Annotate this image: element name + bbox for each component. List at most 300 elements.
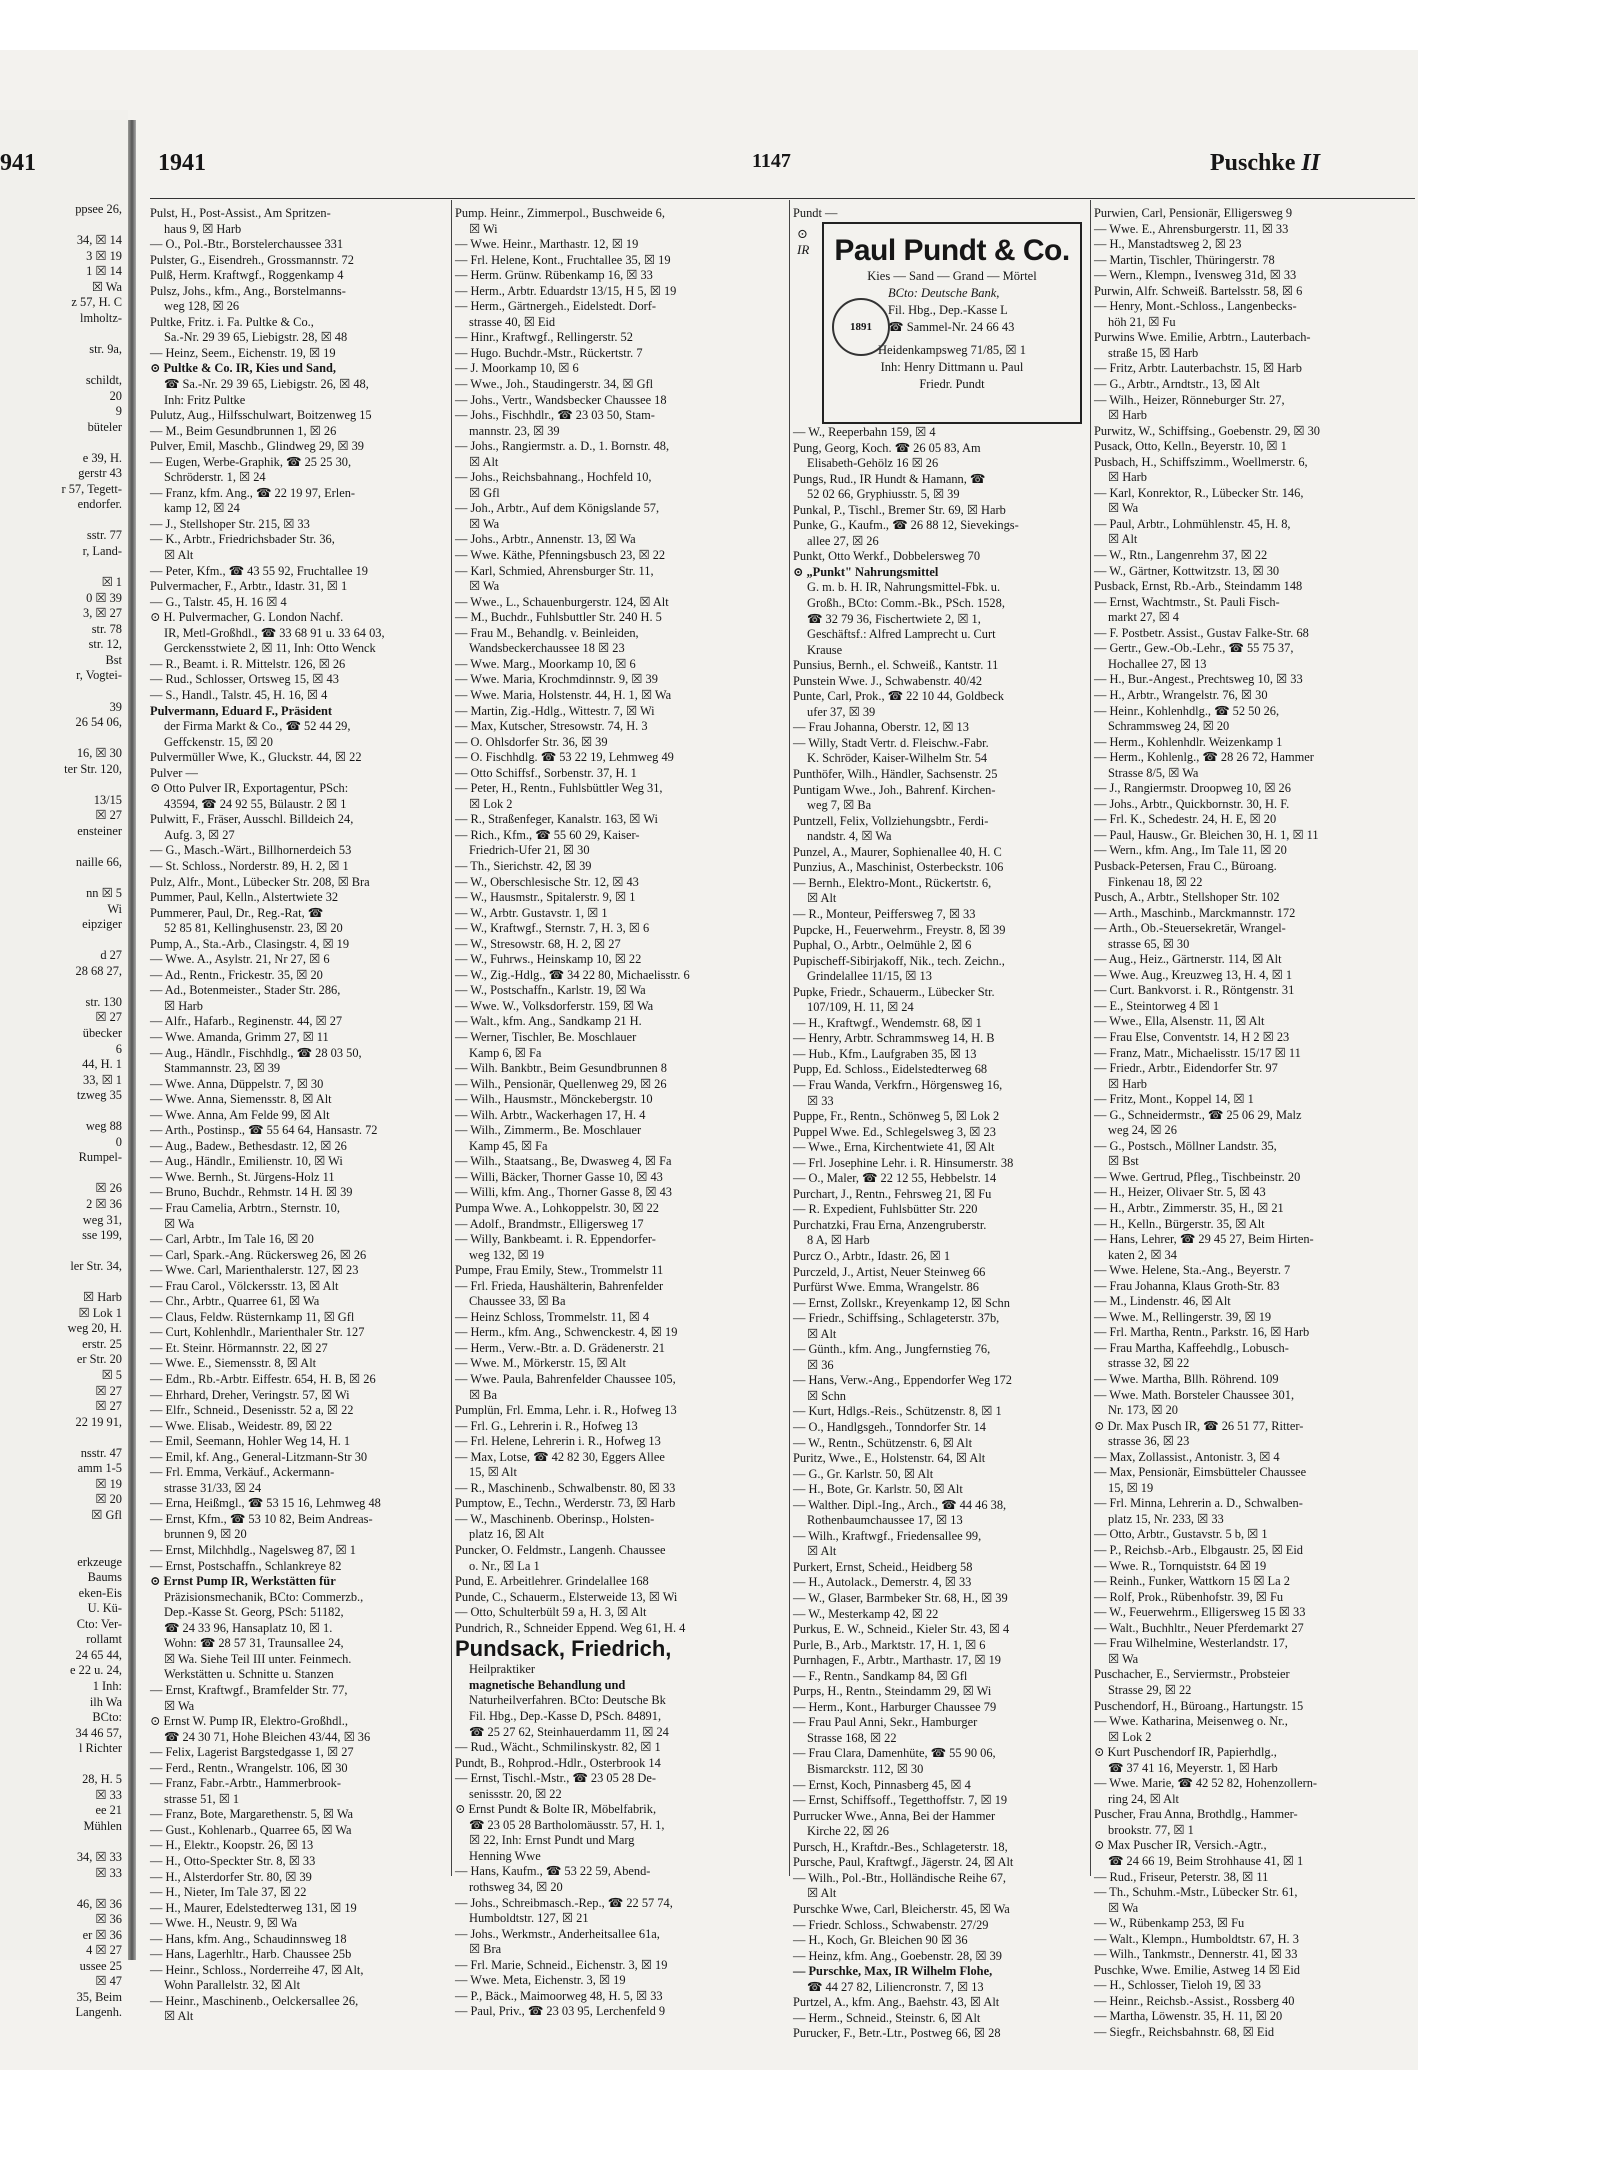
directory-entry: — Hans, Verw.-Ang., Eppendorfer Weg 172 bbox=[793, 1373, 1012, 1388]
directory-entry: Sa.-Nr. 29 39 65, Liebigstr. 28, ☒ 48 bbox=[164, 330, 348, 345]
left-page-line: ☒ 5 bbox=[101, 1368, 122, 1383]
directory-entry: ☒ Wa bbox=[1108, 501, 1139, 516]
left-page-line: 22 19 91, bbox=[75, 1414, 122, 1429]
directory-entry: — Edm., Rb.-Arbtr. Eiffestr. 654, H. B, ☒ 26 bbox=[150, 1372, 376, 1387]
directory-entry: Humboldtstr. 127, ☒ 21 bbox=[469, 1911, 589, 1926]
paul-pundt-advertisement bbox=[822, 222, 1082, 424]
left-page-line: nsstr. 47 bbox=[80, 1445, 122, 1460]
directory-entry: — Wwe. Math. Borsteler Chaussee 301, bbox=[1094, 1387, 1295, 1402]
directory-entry: — Henry, Mont.-Schloss., Langenbecks- bbox=[1094, 299, 1297, 314]
directory-entry: — Johs., Arbtr., Quickbornstr. 30, H. F. bbox=[1094, 796, 1290, 811]
directory-entry: — W., Fuhrws., Heinskamp 10, ☒ 22 bbox=[455, 952, 642, 967]
directory-entry: — Emil, kf. Ang., General-Litzmann-Str 30 bbox=[150, 1449, 368, 1464]
directory-entry: — S., Handl., Talstr. 45, H. 16, ☒ 4 bbox=[150, 687, 328, 702]
directory-entry: ring 24, ☒ Alt bbox=[1108, 1791, 1179, 1806]
directory-entry: — Johs., Vertr., Wandsbecker Chaussee 18 bbox=[455, 392, 667, 407]
directory-entry: Pundsack, Friedrich, bbox=[455, 1636, 672, 1662]
directory-entry: — Friedr., Schiffsing., Schlageterstr. 37b, bbox=[793, 1311, 1000, 1326]
directory-entry: — G., Postsch., Möllner Landstr. 35, bbox=[1094, 1138, 1277, 1153]
directory-entry: — Wwe. E., Siemensstr. 8, ☒ Alt bbox=[150, 1356, 317, 1371]
directory-entry: — Frl. Martha, Rentn., Parkstr. 16, ☒ Harb bbox=[1094, 1325, 1310, 1340]
directory-entry: Puscher, Frau Anna, Brothdlg., Hammer- bbox=[1094, 1807, 1298, 1822]
directory-entry: — Joh., Arbtr., Auf dem Königslande 57, bbox=[455, 501, 660, 516]
directory-entry: ☎ 24 66 19, Beim Strohhause 41, ☒ 1 bbox=[1108, 1853, 1304, 1868]
left-page-line: ussee 25 bbox=[79, 1958, 122, 1973]
left-page-line: str. 9a, bbox=[89, 341, 122, 356]
left-page-line: ☒ 47 bbox=[95, 1974, 122, 1989]
directory-entry: — Frl. Frieda, Haushälterin, Bahrenfelder bbox=[455, 1278, 664, 1293]
directory-entry: — Wwe. Käthe, Pfenningsbusch 23, ☒ 22 bbox=[455, 548, 666, 563]
directory-entry: — Wwe. Gertrud, Pfleg., Tischbeinstr. 20 bbox=[1094, 1169, 1301, 1184]
directory-entry: — Paul, Hausw., Gr. Bleichen 30, H. 1, ☒ 11 bbox=[1094, 827, 1319, 842]
directory-entry: weg 7, ☒ Ba bbox=[807, 798, 872, 813]
directory-entry: — Herm., Schneid., Steinstr. 6, ☒ Alt bbox=[793, 2010, 981, 2025]
directory-entry: — Heinr., Maschinenb., Oelckersallee 26, bbox=[150, 1993, 359, 2008]
left-page-line: 3 ☒ 19 bbox=[86, 248, 122, 263]
directory-entry: kamp 12, ☒ 24 bbox=[164, 501, 240, 516]
directory-entry: Purwitz, W., Schiffsing., Goebenstr. 29, ☒ 30 bbox=[1094, 423, 1320, 438]
directory-entry: — Johs., Reichsbahnang., Hochfeld 10, bbox=[455, 470, 652, 485]
right-margin bbox=[1418, 50, 1600, 2070]
left-page-line bbox=[6, 777, 122, 793]
directory-entry: — H., Kelln., Bürgerstr. 35, ☒ Alt bbox=[1094, 1216, 1265, 1231]
directory-entry: Purczeld, J., Artist, Neuer Steinweg 66 bbox=[793, 1264, 986, 1279]
left-page-line: ☒ 20 bbox=[95, 1492, 122, 1507]
directory-entry: — H., Schlosser, Tieloh 19, ☒ 33 bbox=[1094, 1978, 1261, 1993]
directory-entry: — W., Oberschlesische Str. 12, ☒ 43 bbox=[455, 874, 639, 889]
directory-entry: — Carl, Arbtr., Im Tale 16, ☒ 20 bbox=[150, 1232, 314, 1247]
directory-entry: — W., Postschaffn., Karlstr. 19, ☒ Wa bbox=[455, 983, 646, 998]
directory-entry: Bismarckstr. 112, ☒ 30 bbox=[807, 1762, 924, 1777]
directory-entry: — H., Maurer, Edelstedterweg 131, ☒ 19 bbox=[150, 1900, 357, 1915]
directory-entry: — R., Monteur, Peiffersweg 7, ☒ 33 bbox=[793, 906, 976, 921]
left-page-line: ter Str. 120, bbox=[64, 761, 122, 776]
directory-entry: — Franz, kfm. Ang., ☎ 22 19 97, Erlen- bbox=[150, 485, 356, 500]
left-page-line: ensteiner bbox=[77, 823, 122, 838]
directory-entry: ⊙ Max Puscher IR, Versich.-Agtr., bbox=[1094, 1838, 1267, 1853]
left-page-lines bbox=[6, 202, 122, 2021]
directory-entry: ☎ 44 27 82, Liliencronstr. 7, ☒ 13 bbox=[807, 1979, 984, 1994]
directory-entry: — Wwe., Erna, Kirchentwiete 41, ☒ Alt bbox=[793, 1140, 995, 1155]
directory-entry: katen 2, ☒ 34 bbox=[1108, 1247, 1177, 1262]
directory-entry: — G., Schneidermstr., ☎ 25 06 29, Malz bbox=[1094, 1107, 1302, 1122]
directory-entry: — W., Gärtner, Kottwitzstr. 13, ☒ 30 bbox=[1094, 563, 1280, 578]
directory-entry: Puppe, Fr., Rentn., Schönweg 5, ☒ Lok 2 bbox=[793, 1109, 1000, 1124]
left-page-line: weg 31, bbox=[82, 1212, 122, 1227]
directory-entry: Purrucker Wwe., Anna, Bei der Hammer bbox=[793, 1808, 996, 1823]
directory-entry: — W., Reeperbahn 159, ☒ 4 bbox=[793, 425, 936, 439]
directory-entry: — Wilh. Bankbtr., Beim Gesundbrunnen 8 bbox=[455, 1061, 667, 1076]
directory-entry: strasse 32, ☒ 22 bbox=[1108, 1356, 1190, 1371]
directory-entry: Geschäftsf.: Alfred Lamprecht u. Curt bbox=[807, 627, 996, 642]
left-page-line: 39 bbox=[109, 699, 122, 714]
directory-entry: weg 24, ☒ 26 bbox=[1108, 1123, 1177, 1138]
directory-entry: — Wwe. Heinr., Marthastr. 12, ☒ 19 bbox=[455, 237, 639, 252]
directory-entry: — Willi, Bäcker, Thorner Gasse 10, ☒ 43 bbox=[455, 1169, 663, 1184]
left-page-line: sse 199, bbox=[82, 1228, 122, 1243]
directory-entry: — Ernst, Milchhdlg., Nagelsweg 87, ☒ 1 bbox=[150, 1543, 356, 1558]
directory-entry: — Otto, Arbtr., Gustavstr. 5 b, ☒ 1 bbox=[1094, 1527, 1268, 1542]
directory-entry: Punkt, Otto Werkf., Dobbelersweg 70 bbox=[793, 549, 981, 564]
directory-entry: — W., Glaser, Barmbeker Str. 68, H., ☒ 39 bbox=[793, 1591, 1008, 1606]
left-page-line: weg 88 bbox=[85, 1119, 122, 1134]
directory-entry: — Heinz, Seem., Eichenstr. 19, ☒ 19 bbox=[150, 345, 336, 360]
directory-entry: — Heinr., Schloss., Norderreihe 47, ☒ Alt, bbox=[150, 1962, 364, 1977]
left-page-line: weg 20, H. bbox=[67, 1321, 122, 1336]
directory-entry: — Franz, Bote, Margarethenstr. 5, ☒ Wa bbox=[150, 1807, 354, 1822]
directory-entry: — Frau Paul Anni, Sekr., Hamburger bbox=[793, 1715, 978, 1730]
left-page-line: 0 ☒ 39 bbox=[86, 590, 122, 605]
directory-entry: — H., Autolack., Demerstr. 4, ☒ 33 bbox=[793, 1575, 972, 1590]
directory-entry: — Wilh., Kraftwgf., Friedensallee 99, bbox=[793, 1528, 982, 1543]
directory-entry: — Friedr., Arbtr., Eidendorfer Str. 97 bbox=[1094, 1061, 1278, 1076]
directory-entry: — Walt., Buchhltr., Neuer Pferdemarkt 27 bbox=[1094, 1620, 1304, 1635]
directory-entry: Purschke Wwe, Carl, Bleicherstr. 45, ☒ Wa bbox=[793, 1901, 1010, 1916]
left-page-line: U. Kü- bbox=[87, 1601, 122, 1616]
directory-entry: — Erna, Heißmgl., ☎ 53 15 16, Lehmweg 48 bbox=[150, 1496, 381, 1511]
directory-entry: — Walther. Dipl.-Ing., Arch., ☎ 44 46 38, bbox=[793, 1497, 1007, 1512]
directory-entry: — Aug., Badew., Bethesdastr. 12, ☒ 26 bbox=[150, 1138, 347, 1153]
directory-entry: — St. Schloss., Norderstr. 89, H. 2, ☒ 1 bbox=[150, 858, 349, 873]
directory-entry: ☎ 23 05 28 Bartholomäusstr. 57, H. 1, bbox=[469, 1817, 665, 1832]
ad-products: Kies — Sand — Grand — Mörtel bbox=[867, 269, 1037, 283]
left-page-line: endorfer. bbox=[77, 497, 122, 512]
directory-entry: — Wwe., L., Schauenburgerstr. 124, ☒ Alt bbox=[455, 594, 669, 609]
directory-entry: — Martha, Löwenstr. 35, H. 11, ☒ 20 bbox=[1094, 2009, 1283, 2024]
directory-entry: — Fritz, Mont., Koppel 14, ☒ 1 bbox=[1094, 1092, 1254, 1107]
directory-entry: Werkstätten u. Schnitte u. Stanzen bbox=[164, 1667, 334, 1682]
directory-entry: Strasse 168, ☒ 22 bbox=[807, 1730, 897, 1745]
directory-entry: höh 21, ☒ Fu bbox=[1108, 314, 1176, 329]
directory-entry: — Johs., Schreibmasch.-Rep., ☎ 22 57 74, bbox=[455, 1895, 673, 1910]
left-page-line: ☒ 27 bbox=[95, 1399, 122, 1414]
left-page-line: ☒ 27 bbox=[95, 1383, 122, 1398]
directory-entry: Heilpraktiker bbox=[469, 1662, 536, 1677]
directory-entry: Pulvermüller Wwe, K., Gluckstr. 44, ☒ 22 bbox=[150, 750, 362, 765]
left-page-line: 0 bbox=[115, 1134, 122, 1149]
directory-entry: ⊙ Ernst W. Pump IR, Elektro-Großhdl., bbox=[150, 1714, 348, 1729]
left-page-line: 13/15 bbox=[93, 792, 122, 807]
directory-entry: Pusback, Ernst, Rb.-Arb., Steindamm 148 bbox=[1094, 579, 1303, 594]
directory-entry: — Frau Johanna, Klaus Groth-Str. 83 bbox=[1094, 1278, 1280, 1293]
directory-entry: weg 128, ☒ 26 bbox=[164, 299, 240, 314]
directory-entry: — Karl, Schmied, Ahrensburger Str. 11, bbox=[455, 563, 654, 578]
directory-entry: ☒ Ba bbox=[469, 1387, 497, 1402]
directory-entry: ☒ 33 bbox=[807, 1093, 834, 1108]
directory-entry: Wandsbeckerchaussee 18 ☒ 23 bbox=[469, 641, 625, 656]
directory-entry: — H., Alsterdorfer Str. 80, ☒ 39 bbox=[150, 1869, 312, 1884]
directory-entry: — W., Zig.-Hdlg., ☎ 34 22 80, Michaelisstr. 6 bbox=[455, 967, 690, 982]
directory-entry: ☒ Lok 2 bbox=[1108, 1729, 1152, 1744]
directory-entry: Pulver — bbox=[150, 765, 198, 780]
directory-entry: — Frl. K., Schedestr. 24, H. E, ☒ 20 bbox=[1094, 812, 1277, 827]
directory-entry: — Claus, Feldw. Rüsternkamp 11, ☒ Gfl bbox=[150, 1309, 355, 1324]
directory-entry: ☒ Schn bbox=[807, 1388, 846, 1403]
directory-entry: ☒ Harb bbox=[164, 998, 203, 1013]
directory-entry: — Max, Kutscher, Stresowstr. 74, H. 3 bbox=[455, 719, 648, 734]
directory-entry: — Frau Martha, Kaffeehdlg., Lobusch- bbox=[1094, 1340, 1289, 1355]
directory-entry: — Wwe. Meta, Eichenstr. 3, ☒ 19 bbox=[455, 1973, 626, 1988]
directory-entry: — Friedr. Schloss., Schwabenstr. 27/29 bbox=[793, 1917, 989, 1932]
left-page-line: nn ☒ 5 bbox=[86, 886, 122, 901]
directory-entry: — Martin, Zig.-Hdlg., Wittestr. 7, ☒ Wi bbox=[455, 703, 655, 718]
directory-entry: — W., Kraftwgf., Sternstr. 7, H. 3, ☒ 6 bbox=[455, 921, 650, 936]
directory-entry: Naturheilverfahren. BCto: Deutsche Bk bbox=[469, 1693, 666, 1708]
directory-entry: ⊙ Ernst Pundt & Bolte IR, Möbelfabrik, bbox=[455, 1802, 657, 1817]
directory-entry: — Herm. Grünw. Rübenkamp 16, ☒ 33 bbox=[455, 268, 653, 283]
directory-entry: Puritz, Wwe., E., Holstenstr. 64, ☒ Alt bbox=[793, 1451, 986, 1466]
left-page-year: 941 bbox=[0, 150, 36, 176]
directory-entry: — Frau Wilhelmine, Westerlandstr. 17, bbox=[1094, 1636, 1288, 1651]
left-page-line bbox=[6, 839, 122, 855]
directory-entry: — Wilh., Zimmerm., Be. Moschlauer bbox=[455, 1123, 642, 1138]
directory-entry: strasse 36, ☒ 23 bbox=[1108, 1434, 1190, 1449]
directory-entry: — H., Koch, Gr. Bleichen 90 ☒ 36 bbox=[793, 1933, 968, 1948]
left-page-line bbox=[6, 435, 122, 451]
directory-entry: Pusack, Otto, Kelln., Beyerstr. 10, ☒ 1 bbox=[1094, 439, 1287, 454]
header-running-head: Puschke II bbox=[1210, 150, 1321, 176]
left-page-line bbox=[6, 1881, 122, 1897]
directory-entry: — Kurt, Hdlgs.-Reis., Schützenstr. 8, ☒ 1 bbox=[793, 1404, 1002, 1419]
left-page-line: 2 ☒ 36 bbox=[86, 1197, 122, 1211]
directory-entry: — Martin, Tischler, Thüringerstr. 78 bbox=[1094, 252, 1275, 267]
directory-entry: — Herm., Kohlenhdlr. Weizenkamp 1 bbox=[1094, 734, 1283, 749]
directory-entry: — Wwe., Joh., Staudingerstr. 34, ☒ Gfl bbox=[455, 377, 654, 392]
directory-entry: — Johs., Rangiermstr. a. D., 1. Bornstr. 48, bbox=[455, 439, 670, 454]
directory-entry: — J., Stellshoper Str. 215, ☒ 33 bbox=[150, 516, 310, 531]
directory-entry: — Rud., Wächt., Schmilinskystr. 82, ☒ 1 bbox=[455, 1740, 661, 1755]
directory-entry: — W., Arbtr. Gustavstr. 1, ☒ 1 bbox=[455, 905, 608, 920]
directory-entry: Elisabeth-Gehölz 16 ☒ 26 bbox=[807, 456, 939, 471]
directory-entry: Punstein Wwe. J., Schwabenstr. 40/42 bbox=[793, 673, 983, 688]
left-page-line: Baums bbox=[87, 1570, 122, 1585]
directory-entry: — Wilh., Heizer, Rönneburger Str. 27, bbox=[1094, 392, 1285, 407]
left-page-line: r, Vogtei- bbox=[76, 668, 122, 683]
directory-entry: — G., Masch.-Wärt., Billhornerdeich 53 bbox=[150, 843, 352, 858]
directory-entry: 107/109, H. 11, ☒ 24 bbox=[807, 1000, 914, 1015]
left-page-line: ☒ 36 bbox=[95, 1912, 122, 1927]
directory-entry: — Wwe. H., Neustr. 9, ☒ Wa bbox=[150, 1916, 297, 1931]
directory-entry: Purtzel, A., kfm. Ang., Baehstr. 43, ☒ Alt bbox=[793, 1995, 1000, 2010]
directory-entry: — Reinh., Funker, Wattkorn 15 ☒ La 2 bbox=[1094, 1574, 1290, 1589]
directory-entry: — Johs., Arbtr., Annenstr. 13, ☒ Wa bbox=[455, 532, 636, 547]
header-year: 1941 bbox=[158, 150, 206, 176]
directory-entry: — G., Talstr. 45, H. 16 ☒ 4 bbox=[150, 594, 287, 609]
directory-entry: nandstr. 4, ☒ Wa bbox=[807, 829, 892, 844]
directory-entry: — Ehrhard, Dreher, Veringstr. 57, ☒ Wi bbox=[150, 1387, 350, 1402]
directory-entry: 52 02 66, Gryphiusstr. 5, ☒ 39 bbox=[807, 487, 960, 502]
directory-entry: Punte, Carl, Prok., ☎ 22 10 44, Goldbeck bbox=[793, 689, 1004, 704]
directory-entry: — Hub., Kfm., Laufgraben 35, ☒ 13 bbox=[793, 1046, 977, 1061]
left-page-line: 46, ☒ 36 bbox=[76, 1896, 122, 1911]
directory-entry: — J. Moorkamp 10, ☒ 6 bbox=[455, 361, 579, 376]
directory-entry: — Carl, Spark.-Ang. Rückersweg 26, ☒ 26 bbox=[150, 1247, 367, 1262]
directory-entry: — W., Feuerwehrm., Elligersweg 15 ☒ 33 bbox=[1094, 1605, 1306, 1620]
directory-entry: Punkal, P., Tischl., Bremer Str. 69, ☒ Harb bbox=[793, 502, 1006, 517]
directory-entry: — H., Elektr., Koopstr. 26, ☒ 13 bbox=[150, 1838, 314, 1853]
directory-entry: — Wwe. Maria, Holstenstr. 44, H. 1, ☒ Wa bbox=[455, 687, 672, 702]
directory-entry: — Otto, Schulterbült 59 a, H. 3, ☒ Alt bbox=[455, 1605, 647, 1620]
directory-entry: 15, ☒ 19 bbox=[1108, 1480, 1154, 1495]
directory-entry: senissstr. 20, ☒ 22 bbox=[469, 1786, 562, 1801]
left-page-line: übecker bbox=[82, 1025, 122, 1040]
directory-entry: ⊙ Otto Pulver IR, Exportagentur, PSch: bbox=[150, 781, 349, 796]
directory-entry: — Wwe. Carl, Marienthalerstr. 127, ☒ 23 bbox=[150, 1263, 359, 1278]
left-page-line bbox=[6, 1275, 122, 1291]
left-page-line: r, Land- bbox=[82, 544, 122, 559]
directory-entry: Pund, E. Arbeitlehrer. Grindelallee 168 bbox=[455, 1574, 649, 1589]
directory-entry: — Wwe. E., Ahrensburgerstr. 11, ☒ 33 bbox=[1094, 221, 1289, 236]
directory-column-2 bbox=[455, 206, 787, 2019]
directory-entry: — Felix, Lagerist Bargstedgasse 1, ☒ 27 bbox=[150, 1745, 354, 1760]
directory-entry: — Ernst, Wachtmstr., St. Pauli Fisch- bbox=[1094, 594, 1280, 609]
directory-entry: Kamp 45, ☒ Fa bbox=[469, 1138, 548, 1153]
directory-entry: — H., Heizer, Olivaer Str. 5, ☒ 43 bbox=[1094, 1185, 1266, 1200]
left-page-line: eken-Eis bbox=[78, 1585, 122, 1600]
directory-entry: markt 27, ☒ 4 bbox=[1108, 610, 1179, 625]
left-page-line: e 39, H. bbox=[82, 450, 122, 465]
directory-entry: der Firma Markt & Co., ☎ 52 44 29, bbox=[164, 719, 351, 734]
column-divider-1 bbox=[451, 200, 452, 1876]
directory-entry: ☒ Alt bbox=[807, 1886, 837, 1901]
directory-entry: K. Schröder, Kaiser-Wilhelm Str. 54 bbox=[807, 751, 988, 766]
directory-entry: — Peter, Kfm., ☎ 43 55 92, Fruchtallee 19 bbox=[150, 563, 368, 578]
left-page-line: ☒ Gfl bbox=[91, 1507, 122, 1522]
left-page-line: 34, ☒ 33 bbox=[76, 1849, 122, 1864]
left-page-line: ilh Wa bbox=[89, 1694, 122, 1709]
left-page-line bbox=[6, 1104, 122, 1120]
directory-entry: Purkert, Ernst, Scheid., Heidberg 58 bbox=[793, 1559, 973, 1574]
directory-entry: ☒ Wa bbox=[469, 516, 500, 531]
directory-entry: — G., Gr. Karlstr. 50, ☒ Alt bbox=[793, 1466, 934, 1481]
left-page-line bbox=[6, 513, 122, 529]
book-spine bbox=[128, 120, 136, 1960]
directory-entry: allee 27, ☒ 26 bbox=[807, 533, 879, 548]
directory-entry: — Henry, Arbtr. Schrammsweg 14, H. B bbox=[793, 1031, 995, 1046]
directory-entry: ☒ Gfl bbox=[469, 485, 500, 500]
directory-entry: ☒ Alt bbox=[807, 1544, 837, 1559]
directory-entry: — Wwe. Paula, Bahrenfelder Chaussee 105, bbox=[455, 1372, 676, 1387]
left-page-line: 6 bbox=[115, 1041, 122, 1056]
left-page-line: 44, H. 1 bbox=[82, 1057, 122, 1072]
directory-entry: — W., Maschinenb. Oberinsp., Holsten- bbox=[455, 1511, 655, 1526]
directory-entry: Schrammsweg 24, ☒ 20 bbox=[1108, 719, 1230, 734]
ad-seal-year: 1891 bbox=[850, 321, 872, 333]
directory-entry: ☎ 32 79 36, Fischertwiete 2, ☒ 1, bbox=[807, 611, 981, 626]
left-page-line: rollamt bbox=[86, 1632, 122, 1647]
directory-column-4 bbox=[1094, 206, 1394, 2039]
directory-entry: — Günth., kfm. Ang., Jungfernstieg 76, bbox=[793, 1342, 991, 1357]
directory-entry: Purle, B., Arb., Marktstr. 17, H. 1, ☒ 6 bbox=[793, 1637, 986, 1652]
directory-entry: Pulutz, Aug., Hilfsschulwart, Boitzenweg 15 bbox=[150, 408, 372, 423]
directory-entry: — Aug., Heiz., Gärtnerstr. 114, ☒ Alt bbox=[1094, 952, 1282, 967]
directory-entry: — W., Rentn., Schützenstr. 6, ☒ Alt bbox=[793, 1435, 973, 1450]
directory-entry: — Aug., Händlr., Fischhdlg., ☎ 28 03 50, bbox=[150, 1045, 362, 1060]
directory-entry: ☒ Wa. Siehe Teil III unter. Feinmech. bbox=[164, 1651, 352, 1666]
left-page-line bbox=[6, 357, 122, 373]
ad-bcto: BCto: Deutsche Bank, bbox=[888, 286, 1000, 300]
directory-entry: — H., Bur.-Angest., Prechtsweg 10, ☒ 33 bbox=[1094, 672, 1303, 687]
directory-entry: Purchart, J., Rentn., Fehrsweg 21, ☒ Fu bbox=[793, 1186, 992, 1201]
directory-entry: ☒ Alt bbox=[807, 891, 837, 906]
directory-entry: Pupke, Friedr., Schauerm., Lübecker Str. bbox=[793, 984, 995, 999]
directory-entry: — Franz, Fabr.-Arbtr., Hammerbrook- bbox=[150, 1776, 341, 1791]
directory-entry: — Walt., kfm. Ang., Sandkamp 21 H. bbox=[455, 1014, 642, 1029]
directory-entry: — Th., Sierichstr. 42, ☒ 39 bbox=[455, 858, 592, 873]
directory-entry: — Max, Lotse, ☎ 42 82 30, Eggers Allee bbox=[455, 1449, 665, 1464]
directory-entry: — Max, Pensionär, Eimsbütteler Chaussee bbox=[1094, 1465, 1307, 1480]
directory-entry: Punzius, A., Maschinist, Osterbeckstr. 106 bbox=[793, 860, 1004, 875]
directory-entry: — Wilh., Staatsang., Be, Dwasweg 4, ☒ Fa bbox=[455, 1154, 672, 1169]
left-page-line: z 57, H. C bbox=[71, 295, 122, 310]
directory-entry: brookstr. 77, ☒ 1 bbox=[1108, 1822, 1194, 1837]
directory-entry: Fil. Hbg., Dep.-Kasse D, PSch. 84891, bbox=[469, 1708, 662, 1723]
directory-entry: — Wilh., Tankmstr., Dennerstr. 41, ☒ 33 bbox=[1094, 1947, 1298, 1962]
directory-entry: — W., Hausmstr., Spitalerstr. 9, ☒ 1 bbox=[455, 890, 636, 905]
directory-entry: Pulster, G., Eisendreh., Grossmannstr. 72 bbox=[150, 252, 354, 267]
directory-entry: — Et. Steinr. Hörmannstr. 22, ☒ 27 bbox=[150, 1340, 328, 1355]
directory-entry: ⊙ Pultke & Co. IR, Kies und Sand, bbox=[150, 361, 336, 376]
directory-entry: — Wwe. Helene, Sta.-Ang., Beyerstr. 7 bbox=[1094, 1263, 1291, 1278]
left-page-line: 4 ☒ 27 bbox=[86, 1943, 122, 1958]
directory-entry: — H., Arbtr., Zimmerstr. 35, H., ☒ 21 bbox=[1094, 1201, 1284, 1215]
directory-entry: — Ernst, Koch, Pinnasberg 45, ☒ 4 bbox=[793, 1777, 971, 1792]
directory-entry: Puppel Wwe. Ed., Schlegelsweg 3, ☒ 23 bbox=[793, 1124, 996, 1139]
directory-entry: — O. Fischhdlg. ☎ 53 22 19, Lehmweg 49 bbox=[455, 750, 674, 765]
left-page-line: 28, H. 5 bbox=[82, 1772, 122, 1787]
directory-entry: — R., Beamt. i. R. Mittelstr. 126, ☒ 26 bbox=[150, 656, 346, 671]
directory-entry: — R., Maschinenb., Schwalbenstr. 80, ☒ 33 bbox=[455, 1480, 676, 1495]
directory-entry: 8 A, ☒ Harb bbox=[807, 1233, 870, 1248]
left-page-line: ☒ 1 bbox=[101, 575, 122, 590]
header-rule bbox=[150, 198, 1415, 199]
directory-entry: weg 132, ☒ 19 bbox=[469, 1247, 545, 1262]
directory-entry: platz 16, ☒ Alt bbox=[469, 1527, 545, 1542]
directory-entry: — P., Bäck., Maimoorweg 48, H. 5, ☒ 33 bbox=[455, 1988, 663, 2003]
directory-entry: ufer 37, ☒ 39 bbox=[807, 704, 876, 719]
directory-entry: Grindelallee 11/15, ☒ 13 bbox=[807, 969, 932, 984]
directory-entry: Pulvermacher, F., Arbtr., Idastr. 31, ☒ 1 bbox=[150, 579, 348, 594]
directory-entry: — Wwe. M., Mörkerstr. 15, ☒ Alt bbox=[455, 1356, 626, 1371]
directory-entry: — Bernh., Elektro-Mont., Rückertstr. 6, bbox=[793, 875, 992, 890]
left-page-line: schildt, bbox=[85, 373, 122, 388]
directory-entry: ⊙ H. Pulvermacher, G. London Nachf. bbox=[150, 610, 344, 625]
left-page-line: r 57, Tegett- bbox=[61, 481, 122, 496]
directory-entry: ☒ Alt bbox=[1108, 532, 1138, 547]
directory-entry: Nr. 173, ☒ 20 bbox=[1108, 1403, 1178, 1418]
directory-entry: Puncker, O. Feldmstr., Langenh. Chaussee bbox=[455, 1543, 666, 1558]
directory-entry: Punke, G., Kaufm., ☎ 26 88 12, Sievekings- bbox=[793, 518, 1019, 533]
directory-entry: — Wwe. Martha, Bllh. Röhrend. 109 bbox=[1094, 1372, 1279, 1387]
directory-entry: — Hinr., Kraftwgf., Rellingerstr. 52 bbox=[455, 330, 633, 345]
directory-entry: Pungs, Rud., IR Hundt & Hamann, ☎ bbox=[793, 471, 986, 486]
directory-entry: — R. Expedient, Fuhlsbütter Str. 220 bbox=[793, 1202, 978, 1217]
column-divider-3 bbox=[1090, 200, 1091, 1876]
directory-entry: ☒ Harb bbox=[1108, 1076, 1147, 1091]
left-page-line: 20 bbox=[109, 388, 122, 403]
directory-entry: — F. Postbetr. Assist., Gustav Falke-Str. 68 bbox=[1094, 625, 1309, 640]
directory-entry: Kamp 6, ☒ Fa bbox=[469, 1045, 542, 1060]
directory-entry: Aufg. 3, ☒ 27 bbox=[164, 827, 235, 842]
directory-entry: Punthöfer, Wilh., Händler, Sachsenstr. 25 bbox=[793, 767, 998, 782]
directory-entry: — Siegfr., Reichsbahnstr. 68, ☒ Eid bbox=[1094, 2024, 1275, 2039]
left-page-line: tzweg 35 bbox=[76, 1088, 122, 1103]
directory-entry: Strasse 8/5, ☒ Wa bbox=[1108, 765, 1199, 780]
directory-entry: ⊙ Dr. Max Pusch IR, ☎ 26 51 77, Ritter- bbox=[1094, 1418, 1304, 1433]
left-page-line bbox=[6, 326, 122, 342]
directory-entry: Pultke, Fritz. i. Fa. Pultke & Co., bbox=[150, 314, 314, 329]
left-page-line: 3, ☒ 27 bbox=[83, 606, 122, 621]
